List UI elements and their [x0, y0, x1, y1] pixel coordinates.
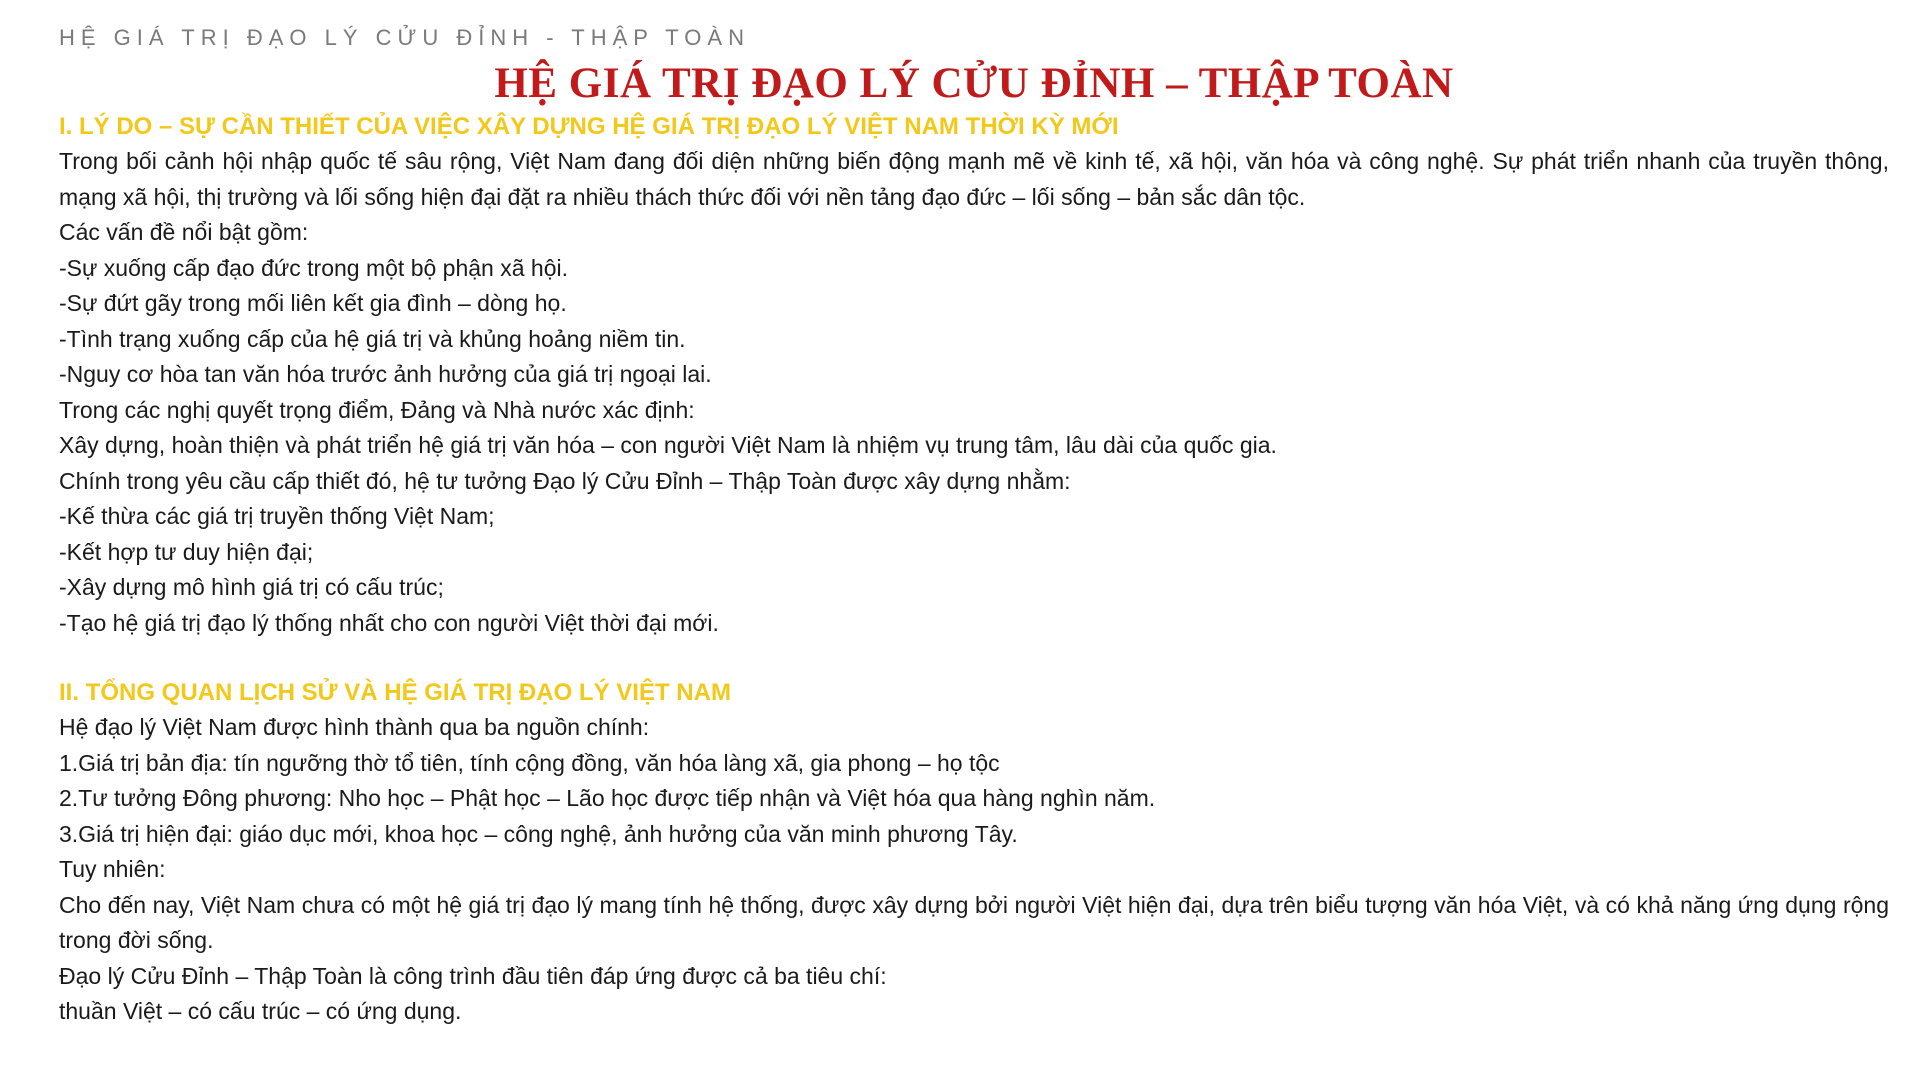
issue-item: -Sự đứt gãy trong mối liên kết gia đình – dòng họ. — [59, 290, 567, 316]
section-2 — [59, 676, 1889, 1030]
page-title: HỆ GIÁ TRỊ ĐẠO LÝ CỬU ĐỈNH – THẬP TOÀN — [494, 60, 1454, 107]
section-2-heading: II. TỔNG QUAN LỊCH SỬ VÀ HỆ GIÁ TRỊ ĐẠO LÝ VIỆT NAM — [59, 679, 731, 706]
gap-paragraph: Cho đến nay, Việt Nam chưa có một hệ giá trị đạo lý mang tính hệ thống, được xây dựng bởi người Việt hiện đại, dựa trên biểu tượng văn hóa Việt, và có khả năng ứng dụng rộng trong đời sống. — [59, 891, 1889, 953]
source-item: 2.Tư tưởng Đông phương: Nho học – Phật học – Lão học được tiếp nhận và Việt hóa qua hàng nghìn năm. — [59, 785, 1156, 811]
claim-text: Đạo lý Cửu Đỉnh – Thập Toàn là công trình đầu tiên đáp ứng được cả ba tiêu chí: — [59, 962, 887, 989]
issue-item: -Tình trạng xuống cấp của hệ giá trị và khủng hoảng niềm tin. — [59, 325, 686, 352]
criteria-text: thuần Việt – có cấu trúc – có ứng dụng. — [59, 998, 462, 1024]
purpose-label: Chính trong yêu cầu cấp thiết đó, hệ tư tưởng Đạo lý Cửu Đỉnh – Thập Toàn được xây dựng nhằm: — [59, 467, 1071, 494]
section-1 — [59, 110, 1889, 641]
however-label: Tuy nhiên: — [59, 856, 166, 882]
source-item: 1.Giá trị bản địa: tín ngưỡng thờ tổ tiên, tính cộng đồng, văn hóa làng xã, gia phong – họ tộc — [59, 749, 1000, 776]
issue-item: -Nguy cơ hòa tan văn hóa trước ảnh hưởng của giá trị ngoại lai. — [59, 361, 712, 387]
purpose-item: -Xây dựng mô hình giá trị có cấu trúc; — [59, 574, 444, 600]
running-header: HỆ GIÁ TRỊ ĐẠO LÝ CỬU ĐỈNH - THẬP TOÀN — [59, 25, 750, 50]
section-2-intro: Hệ đạo lý Việt Nam được hình thành qua ba nguồn chính: — [59, 714, 650, 740]
source-item: 3.Giá trị hiện đại: giáo dục mới, khoa học – công nghệ, ảnh hưởng của văn minh phương Tây. — [59, 820, 1018, 847]
section-1-heading: I. LÝ DO – SỰ CẦN THIẾT CỦA VIỆC XÂY DỰNG HỆ GIÁ TRỊ ĐẠO LÝ VIỆT NAM THỜI KỲ MỚI — [59, 113, 1119, 140]
purpose-item: -Kết hợp tư duy hiện đại; — [59, 538, 314, 565]
issue-item: -Sự xuống cấp đạo đức trong một bộ phận xã hội. — [59, 254, 568, 281]
resolution-label: Trong các nghị quyết trọng điểm, Đảng và Nhà nước xác định: — [59, 396, 695, 423]
document-page — [59, 24, 1889, 1030]
purpose-item: -Kế thừa các giá trị truyền thống Việt Nam; — [59, 503, 495, 529]
resolution-text: Xây dựng, hoàn thiện và phát triển hệ giá trị văn hóa – con người Việt Nam là nhiệm vụ trung tâm, lâu dài của quốc gia. — [59, 432, 1277, 458]
section-1-intro: Trong bối cảnh hội nhập quốc tế sâu rộng, Việt Nam đang đối diện những biến động mạnh mẽ về kinh tế, xã hội, văn hóa và công nghệ. Sự phát triển nhanh của truyền thông, mạng xã hội, thị trường và lối sống hiện đại đặt ra nhiều thách thức đối với nền tảng đạo đức – lối sống – bản sắc dân tộc. — [59, 148, 1889, 210]
section-spacer — [59, 641, 1889, 676]
issues-label: Các vấn đề nổi bật gồm: — [59, 219, 309, 245]
purpose-item: -Tạo hệ giá trị đạo lý thống nhất cho con người Việt thời đại mới. — [59, 609, 719, 636]
